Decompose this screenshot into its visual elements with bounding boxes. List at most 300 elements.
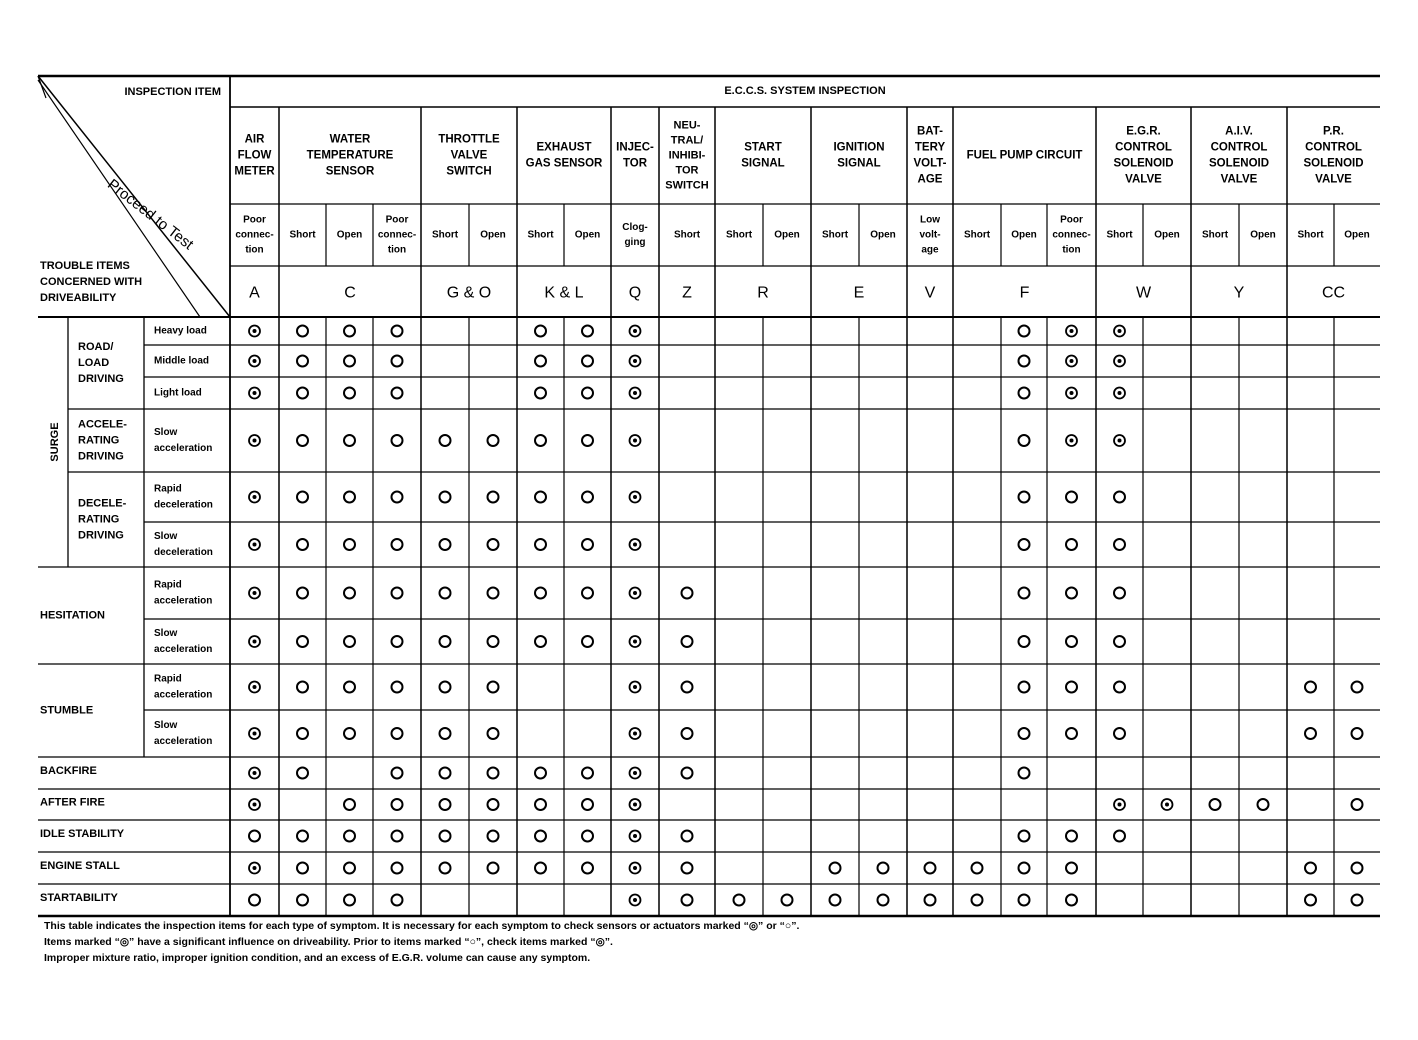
check-mark (488, 831, 499, 842)
subgroup-label: DRIVING (78, 372, 124, 385)
check-mark (1019, 588, 1030, 599)
significant-mark-dot (1070, 439, 1074, 443)
check-mark (249, 831, 260, 842)
subcolumn-label: connec- (1052, 229, 1091, 241)
subcolumn-label: Open (1344, 229, 1370, 241)
group-label: SWITCH (446, 165, 492, 178)
subcolumn-label: Poor (1060, 214, 1083, 226)
check-mark (297, 388, 308, 399)
group-label: VALVE (1220, 173, 1258, 186)
symptom-label: BACKFIRE (40, 764, 97, 777)
significant-mark-dot (633, 732, 637, 736)
group-label: CONTROL (1305, 141, 1362, 154)
check-mark (440, 636, 451, 647)
check-mark (582, 492, 593, 503)
group-label: VALVE (1125, 173, 1162, 186)
check-mark (440, 831, 451, 842)
check-mark (392, 492, 403, 503)
check-mark (344, 895, 355, 906)
check-mark (830, 895, 841, 906)
subcolumn-label: tion (387, 244, 407, 256)
subcolumn-label: age (921, 244, 939, 256)
condition-label: acceleration (154, 736, 213, 748)
check-mark (878, 863, 889, 874)
check-mark (1352, 863, 1363, 874)
group-label: P.R. (1323, 125, 1344, 138)
symptom-label: AFTER FIRE (40, 796, 105, 809)
subcolumn-label: Open (480, 229, 506, 241)
group-label: CONTROL (1210, 141, 1268, 154)
check-mark (488, 588, 499, 599)
significant-mark-dot (633, 359, 637, 363)
check-mark (1019, 831, 1030, 842)
check-mark (682, 636, 693, 647)
group-label: SENSOR (325, 165, 375, 178)
check-mark (1019, 388, 1030, 399)
subcolumn-label: Open (574, 229, 601, 241)
check-mark (1019, 435, 1030, 446)
group-label: INJEC- (616, 141, 654, 154)
check-mark (488, 636, 499, 647)
check-mark (1114, 539, 1125, 550)
check-mark (297, 728, 308, 739)
check-mark (440, 768, 451, 779)
significant-mark-dot (253, 771, 257, 775)
subcolumn-label: Short (963, 229, 991, 241)
significant-mark-dot (1070, 329, 1074, 333)
condition-label: Middle load (154, 355, 209, 367)
group-label: INHIBI- (668, 149, 706, 162)
significant-mark-dot (1118, 803, 1122, 807)
subcolumn-label: Open (774, 229, 800, 241)
significant-mark-dot (253, 685, 257, 689)
check-mark (1305, 682, 1316, 693)
check-mark (535, 539, 546, 550)
group-label: SOLENOID (1303, 157, 1364, 170)
subcolumn-label: Short (1297, 229, 1324, 241)
subcolumn-label: Open (336, 229, 363, 241)
significant-mark-dot (253, 640, 257, 644)
check-mark (249, 895, 260, 906)
group-label: SOLENOID (1113, 157, 1174, 170)
check-mark (1114, 831, 1125, 842)
check-mark (1352, 728, 1363, 739)
check-mark (1019, 682, 1030, 693)
check-mark (1305, 863, 1316, 874)
condition-label: Rapid (154, 579, 182, 591)
significant-mark-dot (253, 359, 257, 363)
check-mark (440, 539, 451, 550)
check-mark (1066, 831, 1077, 842)
check-mark (830, 863, 841, 874)
subcolumn-label: Short (1106, 229, 1133, 241)
subgroup-label: LOAD (78, 356, 110, 369)
significant-mark-dot (253, 732, 257, 736)
check-mark (297, 682, 308, 693)
significant-mark-dot (633, 803, 637, 807)
check-mark (1305, 895, 1316, 906)
check-mark (344, 863, 355, 874)
condition-label: acceleration (154, 443, 213, 455)
condition-label: Slow (154, 720, 178, 732)
check-mark (1114, 588, 1125, 599)
check-mark (344, 799, 355, 810)
check-mark (535, 768, 546, 779)
check-mark (1066, 636, 1077, 647)
group-label: AIR (244, 133, 265, 146)
group-label: SIGNAL (837, 157, 881, 170)
group-label: TRAL/ (670, 134, 704, 147)
group-label: CONTROL (1115, 141, 1172, 154)
check-mark (392, 799, 403, 810)
significant-mark-dot (1118, 391, 1122, 395)
check-mark (1019, 539, 1030, 550)
significant-mark-dot (633, 439, 637, 443)
check-mark (1305, 728, 1316, 739)
check-mark (535, 492, 546, 503)
subgroup-label: ACCELE- (78, 418, 127, 431)
significant-mark-dot (253, 439, 257, 443)
check-mark (682, 831, 693, 842)
trouble-items-label: CONCERNED WITH (40, 275, 143, 288)
significant-mark-dot (253, 329, 257, 333)
group-label: THROTTLE (438, 133, 500, 146)
test-label: K & L (544, 284, 584, 302)
check-mark (392, 388, 403, 399)
group-label: FLOW (237, 149, 272, 162)
condition-label: Rapid (154, 673, 182, 685)
condition-label: Slow (154, 427, 178, 439)
condition-label: acceleration (154, 689, 213, 701)
check-mark (392, 682, 403, 693)
check-mark (297, 768, 308, 779)
check-mark (297, 435, 308, 446)
group-label: IGNITION (833, 141, 885, 154)
test-label: V (924, 284, 936, 302)
subcolumn-label: Poor (243, 214, 266, 226)
test-label: CC (1321, 284, 1346, 302)
significant-mark-dot (253, 495, 257, 499)
subcolumn-label: Short (527, 229, 554, 241)
significant-mark-dot (633, 391, 637, 395)
check-mark (297, 492, 308, 503)
check-mark (344, 728, 355, 739)
check-mark (392, 326, 403, 337)
check-mark (734, 895, 745, 906)
subcolumn-label: Short (431, 229, 459, 241)
check-mark (392, 539, 403, 550)
condition-label: deceleration (154, 547, 213, 559)
check-mark (1066, 863, 1077, 874)
subcolumn-label: Low (920, 214, 940, 226)
check-mark (1019, 768, 1030, 779)
group-label: NEU- (673, 119, 701, 132)
group-label: TOR (675, 164, 699, 177)
significant-mark-dot (1165, 803, 1169, 807)
check-mark (1352, 799, 1363, 810)
check-mark (1352, 682, 1363, 693)
subcolumn-label: Short (289, 229, 316, 241)
condition-label: Heavy load (154, 325, 207, 337)
check-mark (972, 895, 983, 906)
subcolumn-label: volt- (919, 229, 941, 241)
check-mark (1019, 728, 1030, 739)
test-label: C (344, 284, 356, 302)
symptom-label: HESITATION (40, 609, 105, 622)
check-mark (488, 435, 499, 446)
condition-label: Slow (154, 531, 178, 543)
check-mark (1258, 799, 1269, 810)
significant-mark-dot (1118, 359, 1122, 363)
check-mark (682, 863, 693, 874)
group-label: E.G.R. (1126, 125, 1161, 138)
check-mark (1066, 588, 1077, 599)
test-label: Q (628, 284, 642, 302)
group-label: GAS SENSOR (525, 157, 603, 170)
check-mark (582, 768, 593, 779)
subgroup-label: DECELE- (78, 497, 127, 510)
check-mark (535, 388, 546, 399)
diagonal-arrow-head (38, 76, 46, 98)
inspection-item-label: INSPECTION ITEM (124, 85, 221, 98)
group-label: START (744, 141, 782, 154)
check-mark (488, 682, 499, 693)
check-mark (344, 539, 355, 550)
check-mark (1114, 636, 1125, 647)
check-mark (582, 326, 593, 337)
check-mark (297, 539, 308, 550)
check-mark (440, 588, 451, 599)
significant-mark-dot (633, 640, 637, 644)
group-label: VALVE (1315, 173, 1352, 186)
significant-mark-dot (1118, 439, 1122, 443)
significant-mark-dot (1070, 359, 1074, 363)
check-mark (582, 539, 593, 550)
group-label: VALVE (450, 149, 488, 162)
check-mark (488, 492, 499, 503)
check-mark (925, 863, 936, 874)
check-mark (1019, 636, 1030, 647)
check-mark (440, 682, 451, 693)
test-label: F (1019, 284, 1030, 302)
subgroup-label: RATING (78, 513, 120, 526)
check-mark (440, 492, 451, 503)
check-mark (440, 799, 451, 810)
check-mark (297, 636, 308, 647)
trouble-items-label: TROUBLE ITEMS (40, 259, 130, 272)
subcolumn-label: Open (1250, 229, 1276, 241)
check-mark (1066, 539, 1077, 550)
subgroup-label: RATING (78, 434, 120, 447)
check-mark (1019, 895, 1030, 906)
check-mark (392, 768, 403, 779)
symptom-label: IDLE STABILITY (40, 827, 125, 840)
check-mark (392, 356, 403, 367)
check-mark (1114, 682, 1125, 693)
check-mark (1210, 799, 1221, 810)
check-mark (440, 435, 451, 446)
subcolumn-label: Open (1154, 229, 1180, 241)
condition-label: acceleration (154, 644, 213, 656)
subcolumn-label: Short (673, 229, 701, 241)
check-mark (344, 388, 355, 399)
check-mark (392, 728, 403, 739)
group-label: SOLENOID (1208, 157, 1270, 170)
subcolumn-label: Clog- (622, 222, 648, 234)
group-label: BAT- (917, 125, 943, 138)
check-mark (488, 863, 499, 874)
check-mark (344, 588, 355, 599)
significant-mark-dot (633, 866, 637, 870)
symptom-label: STARTABILITY (40, 891, 118, 904)
check-mark (1066, 895, 1077, 906)
significant-mark-dot (253, 543, 257, 547)
check-mark (440, 728, 451, 739)
check-mark (782, 895, 793, 906)
check-mark (582, 435, 593, 446)
subgroup-label: DRIVING (78, 529, 124, 542)
test-label: G & O (446, 284, 492, 302)
check-mark (535, 831, 546, 842)
check-mark (1114, 492, 1125, 503)
significant-mark-dot (253, 866, 257, 870)
subcolumn-label: Short (1201, 229, 1229, 241)
proceed-to-test-label: Proceed to Test (104, 175, 197, 254)
significant-mark-dot (253, 591, 257, 595)
check-mark (344, 435, 355, 446)
subcolumn-label: Short (725, 229, 753, 241)
condition-label: deceleration (154, 499, 213, 511)
subcolumn-label: Short (821, 229, 849, 241)
group-label: A.I.V. (1225, 125, 1253, 138)
check-mark (297, 588, 308, 599)
significant-mark-dot (1070, 391, 1074, 395)
subcolumn-label: Open (870, 229, 896, 241)
significant-mark-dot (633, 898, 637, 902)
group-label: WATER (329, 133, 371, 146)
test-label: A (249, 284, 260, 302)
symptom-label: STUMBLE (40, 704, 94, 717)
significant-mark-dot (633, 495, 637, 499)
system-title: E.C.C.S. SYSTEM INSPECTION (724, 84, 886, 97)
check-mark (392, 895, 403, 906)
check-mark (582, 799, 593, 810)
group-label: SIGNAL (741, 157, 785, 170)
check-mark (535, 636, 546, 647)
group-label: AGE (917, 173, 943, 186)
check-mark (1066, 728, 1077, 739)
group-label: METER (234, 165, 275, 178)
check-mark (488, 728, 499, 739)
significant-mark-dot (633, 685, 637, 689)
check-mark (392, 435, 403, 446)
significant-mark-dot (633, 329, 637, 333)
test-label: Y (1233, 284, 1245, 302)
check-mark (1352, 895, 1363, 906)
check-mark (1114, 728, 1125, 739)
check-mark (392, 588, 403, 599)
test-label: E (853, 284, 865, 302)
group-label: TEMPERATURE (306, 149, 394, 162)
check-mark (344, 326, 355, 337)
check-mark (344, 492, 355, 503)
significant-mark-dot (633, 543, 637, 547)
check-mark (535, 588, 546, 599)
check-mark (582, 388, 593, 399)
check-mark (582, 588, 593, 599)
check-mark (392, 636, 403, 647)
group-label: TERY (914, 141, 946, 154)
subcolumn-label: connec- (235, 229, 274, 241)
check-mark (488, 539, 499, 550)
subcolumn-label: tion (1062, 244, 1081, 256)
check-mark (925, 895, 936, 906)
group-label: VOLT- (913, 157, 947, 170)
check-mark (582, 356, 593, 367)
symptom-label: ENGINE STALL (40, 859, 120, 872)
subgroup-label: ROAD/ (78, 340, 114, 353)
check-mark (535, 435, 546, 446)
significant-mark-dot (253, 391, 257, 395)
group-label: SWITCH (665, 179, 709, 192)
subcolumn-label: tion (245, 244, 264, 256)
check-mark (1066, 492, 1077, 503)
check-mark (535, 326, 546, 337)
check-mark (297, 831, 308, 842)
subcolumn-label: connec- (377, 229, 417, 241)
check-mark (297, 863, 308, 874)
check-mark (582, 636, 593, 647)
check-mark (488, 799, 499, 810)
subgroup-label: DRIVING (78, 450, 124, 463)
check-mark (344, 831, 355, 842)
check-mark (488, 768, 499, 779)
check-mark (1019, 356, 1030, 367)
subcolumn-label: ging (624, 237, 646, 249)
condition-label: acceleration (154, 595, 213, 607)
check-mark (1019, 863, 1030, 874)
footnote-1: This table indicates the inspection items for each type of symptom. It is necessary for each symptom to check sensors or actuators marked “◎” or “○”. (44, 920, 800, 932)
check-mark (1066, 682, 1077, 693)
condition-label: Light load (154, 387, 202, 399)
significant-mark-dot (1118, 329, 1122, 333)
check-mark (682, 588, 693, 599)
check-mark (582, 863, 593, 874)
test-label: W (1135, 284, 1152, 302)
trouble-items-label: DRIVEABILITY (40, 291, 117, 304)
check-mark (535, 799, 546, 810)
check-mark (972, 863, 983, 874)
condition-label: Rapid (154, 483, 182, 495)
check-mark (392, 831, 403, 842)
check-mark (1019, 492, 1030, 503)
check-mark (344, 682, 355, 693)
check-mark (392, 863, 403, 874)
significant-mark-dot (633, 771, 637, 775)
significant-mark-dot (253, 803, 257, 807)
significant-mark-dot (633, 834, 637, 838)
footnote-3: Improper mixture ratio, improper ignition condition, and an excess of E.G.R. volume can cause any symptom. (44, 952, 591, 964)
footnote-2: Items marked “◎” have a significant influence on driveability. Prior to items marked “○”, check items marked “◎”. (44, 936, 613, 948)
condition-label: Slow (154, 628, 178, 640)
check-mark (535, 356, 546, 367)
check-mark (344, 636, 355, 647)
check-mark (682, 768, 693, 779)
group-label: EXHAUST (536, 141, 592, 154)
check-mark (297, 895, 308, 906)
significant-mark-dot (633, 591, 637, 595)
subcolumn-label: Open (1011, 229, 1037, 241)
